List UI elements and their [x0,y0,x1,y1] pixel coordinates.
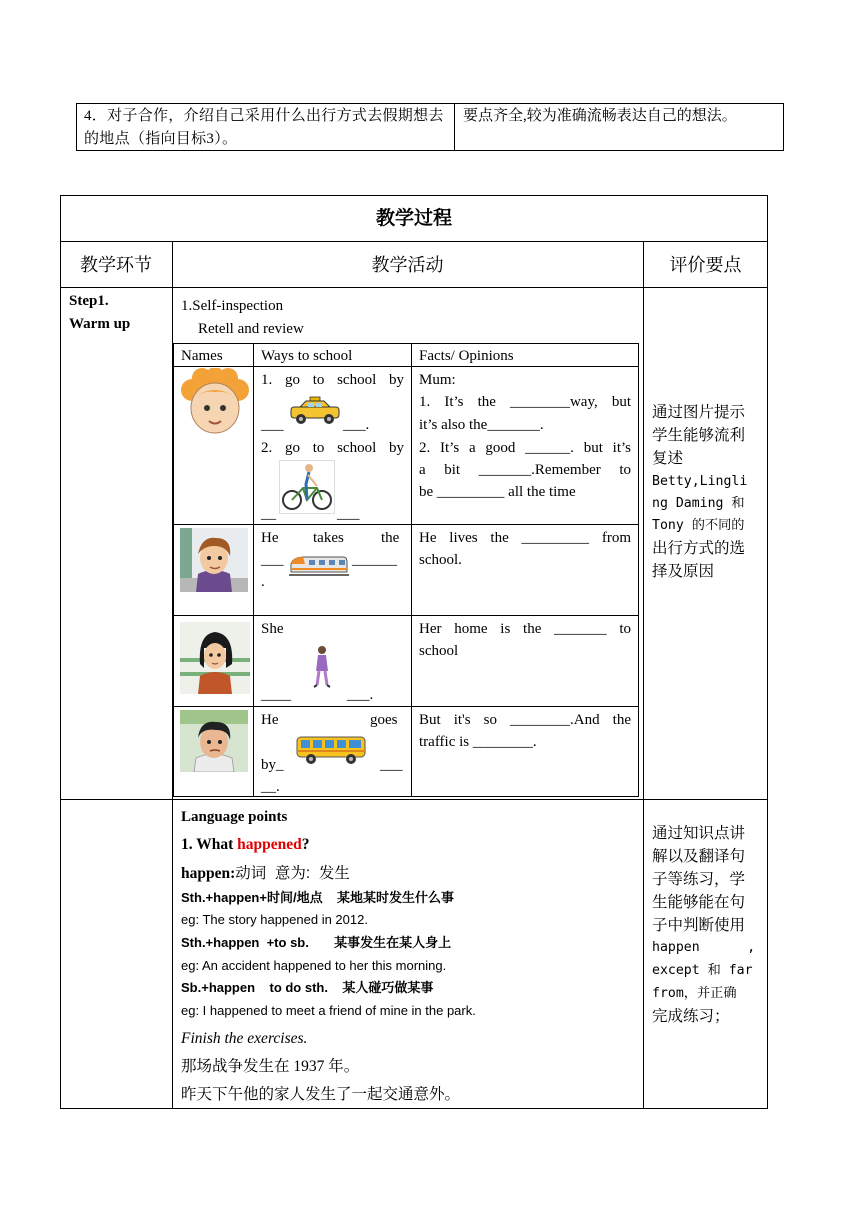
row1-facts-line3: it’s also the_______. [419,417,544,433]
definition-text: 动词 意为: 发生 [235,865,350,882]
row3-ways-blank-left: ____ [261,687,291,703]
row3-ways-she: She [261,621,284,637]
row3-facts-line2: school [419,643,459,659]
question-line [181,835,310,855]
row1-ways-blank-right: ___. [343,417,370,433]
bus-icon [295,734,367,766]
pattern-3: Sb.+happen to do sth. 某人碰巧做某事 [181,980,434,995]
question-prefix: 1. What [181,836,238,853]
row1-facts-line5: a bit _______.Remember to [419,462,631,478]
rule-header-bottom [60,287,768,288]
row1-facts-line6: be _________ all the time [419,484,576,500]
page-title: 教学过程 [375,208,452,229]
inner-rule-v2 [411,343,412,797]
exercise-2: 昨天下午他的家人发生了一起交通意外。 [181,1086,461,1103]
row1-ways-blank-left: ___ [261,417,284,433]
pattern-2: Sth.+happen +to sb. 某事发生在某人身上 [181,935,452,950]
example-1: eg: The story happened in 2012. [181,912,368,927]
row4-ways-by: by_ [261,757,284,773]
self-inspection-text: 1.Self-inspection [181,298,284,314]
example-2: eg: An accident happened to her this morning. [181,958,447,973]
exercise-1: 那场战争发生在 1937 年。 [181,1058,360,1075]
question-keyword: happened [237,836,302,853]
taxi-icon [288,396,342,426]
step1-eval-6: Tony 的不同的 [652,518,745,533]
step1-eval-8: 择及原因 [652,563,715,580]
step2-eval-5: 子中判断使用 [652,917,746,934]
inner-rule-h4 [173,706,639,707]
bicycle-rider-icon [279,460,335,514]
step2-eval-7: except 和 far [652,963,753,978]
step2-eval-8: from，并正确 [652,986,737,1001]
step1-eval-1: 通过图片提示 [652,404,746,421]
tony-cartoon-portrait [180,710,248,772]
definition-word: happen: [181,865,236,882]
header-stage: 教学环节 [80,255,152,275]
step2-eval-4: 生能够能在句 [652,894,746,911]
row1-facts-line2: 1. It’s the ________way, but [419,394,631,410]
inner-rule-h2 [173,524,639,525]
row2-facts-line1: He lives the _________ from [419,530,631,546]
row2-ways-he: He [261,530,279,546]
step1-eval-3: 复述 [652,450,684,467]
step2-eval-6: happen , [652,940,756,955]
betty-cartoon-face [180,368,250,436]
inner-rule-h1 [173,366,639,367]
question-suffix: ? [301,836,310,853]
row4-facts-line1: But it's so ________.And the [419,712,631,728]
row2-ways-takes: takes [313,530,344,546]
inner-rule-v1 [253,343,254,797]
row3-ways-blank-right: ___. [347,687,374,703]
step1-eval-2: 学生能够流利 [652,427,746,444]
pattern-1: Sth.+happen+时间/地点 某地某时发生什么事 [181,890,455,905]
step1-eval-5: ng Daming 和 [652,496,745,511]
inner-header-ways: Ways to school [261,348,353,364]
top-table-left-text: 4．对子合作，介绍自己采用什么出行方式去假期想去的地点（指向目标3）。 [84,108,444,147]
inner-rule-h3 [173,615,639,616]
row1-ways-blank-right-2: ___ [337,506,360,522]
row2-facts-line2: school. [419,552,462,568]
row4-ways-he: He [261,712,279,728]
row1-ways-blank-left-2: __ [261,506,276,522]
inner-header-facts: Facts/ Opinions [419,348,514,364]
header-evaluation: 评价要点 [669,255,742,275]
example-3: eg: I happened to meet a friend of mine in the park. [181,1003,476,1018]
row2-ways-blank-right: ______ [352,552,397,568]
language-points-title: Language points [181,809,288,825]
rule-col2 [643,241,644,1109]
rule-title-bottom [60,241,768,242]
row2-ways-blank-left: ___ [261,552,284,568]
step1-eval-7: 出行方式的选 [652,540,746,557]
row1-facts-line4: 2. It’s a good ______. but it’s [419,440,631,456]
step2-eval-3: 子等练习，学 [652,871,746,888]
header-activity: 教学活动 [371,255,444,275]
top-table-divider [454,103,455,151]
subway-train-icon [289,552,349,582]
row1-ways-line2: 2. go to school by [261,440,404,456]
retell-review-text: Retell and review [198,321,304,337]
lingling-cartoon-portrait [180,622,250,694]
row4-ways-goes: goes [370,712,398,728]
walking-girl-icon [312,645,332,689]
step2-eval-1: 通过知识点讲 [652,825,746,842]
row2-ways-period: . [261,574,265,590]
rule-step1-bottom [60,799,768,800]
step1-label-line2: Warm up [69,316,131,332]
finish-exercises: Finish the exercises. [181,1030,308,1047]
row4-ways-blank-2: __. [261,779,280,795]
inner-header-names: Names [181,348,223,364]
row4-facts-line2: traffic is ________. [419,734,537,750]
step2-eval-9: 完成练习； [652,1008,730,1025]
daming-cartoon-portrait [180,528,248,592]
row2-ways-the: the [381,530,400,546]
top-table-right-text: 要点齐全,较为准确流畅表达自己的想法。 [463,108,737,124]
definition-line [181,864,350,884]
step1-label-line1: Step1. [69,293,109,309]
row1-facts-line1: Mum: [419,372,456,388]
row1-ways-line1: 1. go to school by [261,372,404,388]
row3-facts-line1: Her home is the _______ to [419,621,631,637]
step2-eval-2: 解以及翻译句 [652,848,746,865]
step1-eval-4: Betty,Lingli [652,474,748,489]
row4-ways-blank: ___ [380,757,403,773]
